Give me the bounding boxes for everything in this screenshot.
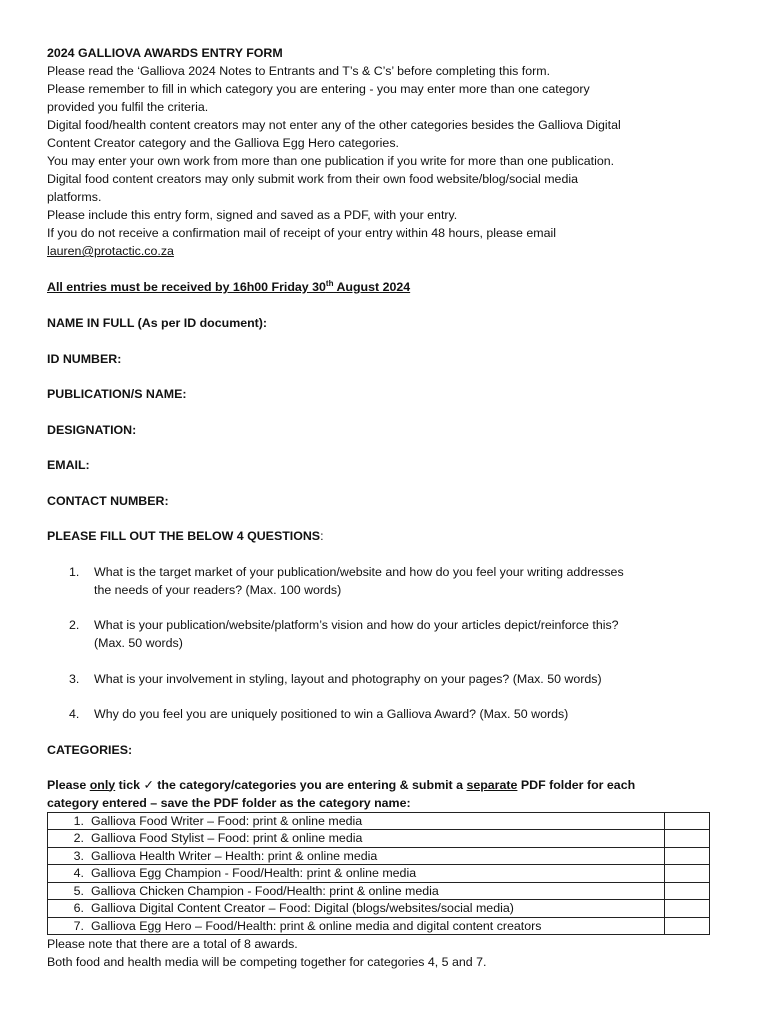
competition-note: Both food and health media will be competing together for categories 4, 5 and 7.: [47, 955, 487, 969]
question-item: 1. What is the target market of your publication/website and how do you feel your writing addresses the needs of your readers? (Max. 100 words): [69, 564, 624, 597]
category-label: 4. Galliova Egg Champion - Food/Health: print & online media: [48, 865, 665, 883]
category-label: 1. Galliova Food Writer – Food: print & online media: [48, 812, 665, 830]
awards-total-note: Please note that there are a total of 8 awards.: [47, 937, 298, 951]
intro-line: You may enter your own work from more than one publication if you write for more than one publication.: [47, 154, 615, 168]
intro-line: Content Creator category and the Galliova Egg Hero categories.: [47, 136, 399, 150]
intro-line: If you do not receive a confirmation mail of receipt of your entry within 48 hours, please email: [47, 226, 556, 240]
questions-list: [47, 563, 737, 724]
contact-email-link[interactable]: lauren@protactic.co.za: [47, 244, 174, 258]
deadline-notice: All entries must be received by 16h00 Friday 30th August 2024: [47, 278, 411, 294]
category-label: 2. Galliova Food Stylist – Food: print & online media: [48, 830, 665, 848]
category-tick-box[interactable]: [665, 847, 710, 865]
category-tick-box[interactable]: [665, 882, 710, 900]
category-tick-box[interactable]: [665, 812, 710, 830]
designation-label: DESIGNATION:: [47, 422, 137, 437]
category-label: 5. Galliova Chicken Champion - Food/Health: print & online media: [48, 882, 665, 900]
category-row: [48, 847, 710, 865]
intro-line: Please remember to fill in which category you are entering - you may enter more than one category: [47, 82, 590, 96]
question-item: 3. What is your involvement in styling, layout and photography on your pages? (Max. 50 words): [69, 671, 602, 686]
category-tick-box[interactable]: [665, 917, 710, 935]
name-in-full-label: NAME IN FULL (As per ID document):: [47, 316, 268, 330]
category-row: [48, 865, 710, 883]
question-item: 4. Why do you feel you are uniquely positioned to win a Galliova Award? (Max. 50 words): [69, 707, 569, 721]
entry-form-page: [47, 44, 737, 971]
intro-line: platforms.: [47, 190, 102, 204]
categories-instruction-cont: category entered – save the PDF folder as the category name:: [47, 795, 411, 810]
category-tick-box[interactable]: [665, 900, 710, 918]
publication-name-label: PUBLICATION/S NAME:: [47, 387, 187, 401]
category-label: 6. Galliova Digital Content Creator – Food: Digital (blogs/websites/social media): [48, 900, 665, 918]
intro-line: provided you fulfil the criteria.: [47, 100, 209, 114]
email-label: EMAIL:: [47, 458, 90, 472]
id-number-label: ID NUMBER:: [47, 351, 122, 366]
form-title: 2024 GALLIOVA AWARDS ENTRY FORM: [47, 46, 283, 60]
categories-heading: CATEGORIES:: [47, 742, 133, 757]
category-row: [48, 917, 710, 935]
categories-table: [47, 812, 710, 936]
intro-line: Digital food/health content creators may not enter any of the other categories besides the Galliova Digital: [47, 118, 621, 132]
intro-line: Please include this entry form, signed and saved as a PDF, with your entry.: [47, 208, 458, 222]
category-label: 3. Galliova Health Writer – Health: print & online media: [48, 847, 665, 865]
questions-heading: PLEASE FILL OUT THE BELOW 4 QUESTIONS:: [47, 529, 324, 543]
category-row: [48, 900, 710, 918]
categories-instruction: Please only tick ✓ the category/categories you are entering & submit a separate PDF folder for each: [47, 777, 636, 792]
question-item: 2. What is your publication/website/platform’s vision and how do your articles depict/reinforce this? (Max. 50 words): [69, 618, 619, 650]
category-tick-box[interactable]: [665, 865, 710, 883]
category-row: [48, 882, 710, 900]
category-row: [48, 812, 710, 830]
category-label: 7. Galliova Egg Hero – Food/Health: print & online media and digital content creators: [48, 917, 665, 935]
contact-number-label: CONTACT NUMBER:: [47, 493, 169, 508]
category-tick-box[interactable]: [665, 830, 710, 848]
intro-line: Digital food content creators may only submit work from their own food website/blog/social media: [47, 172, 578, 186]
intro-line: Please read the ‘Galliova 2024 Notes to Entrants and T’s & C’s’ before completing this form.: [47, 64, 551, 78]
category-row: [48, 830, 710, 848]
